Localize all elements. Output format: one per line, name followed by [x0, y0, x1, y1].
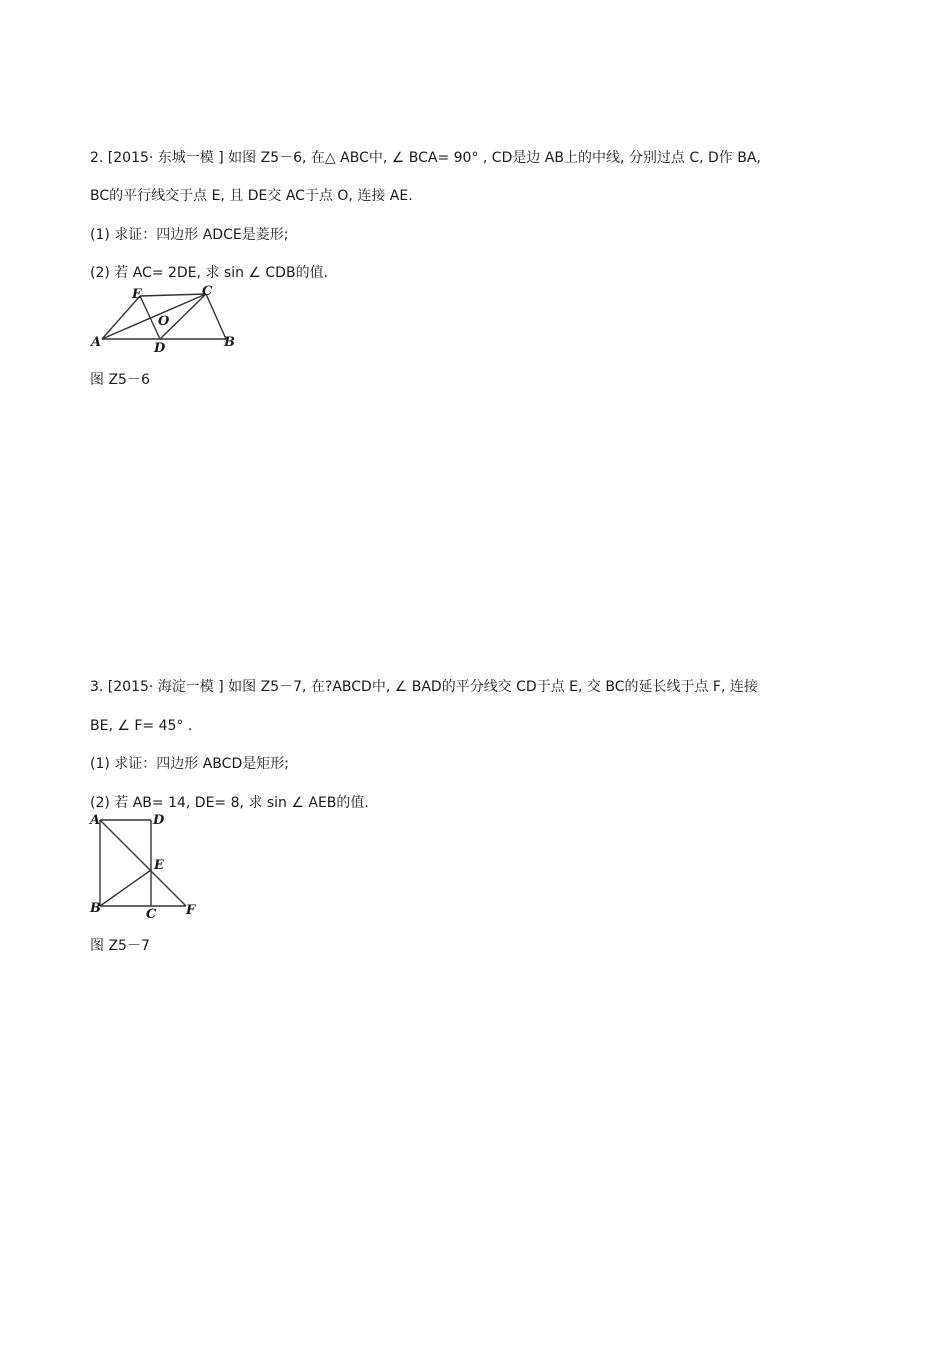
figure-z5-7-label-b: B: [90, 901, 101, 916]
problem3-question2: (2) 若 AB= 14, DE= 8, 求 sin ∠ AEB的值.: [90, 795, 369, 811]
figure-z5-6: [88, 284, 248, 358]
problem3-statement-line2: BE, ∠ F= 45° .: [90, 718, 193, 734]
figure-z5-7-caption: 图 Z5－7: [90, 938, 150, 954]
figure-z5-6-label-c: C: [202, 284, 213, 299]
figure-z5-6-label-o: O: [158, 314, 170, 329]
figure-z5-7-label-f: F: [186, 903, 196, 918]
problem3-question1: (1) 求证：四边形 ABCD是矩形;: [90, 756, 289, 772]
figure-z5-7-label-d: D: [153, 813, 165, 828]
figure-z5-7: [88, 812, 208, 926]
figure-z5-7-label-c: C: [146, 907, 157, 922]
problem2-statement-line1: 2. [2015· 东城一模 ] 如图 Z5－6, 在△ ABC中, ∠ BCA= 90° , CD是边 AB上的中线, 分别过点 C, D作 BA,: [90, 150, 761, 166]
problem2-question2: (2) 若 AC= 2DE, 求 sin ∠ CDB的值.: [90, 265, 329, 281]
problem2-statement-line2: BC的平行线交于点 E, 且 DE交 AC于点 O, 连接 AE.: [90, 188, 413, 204]
problem2-question1: (1) 求证：四边形 ADCE是菱形;: [90, 227, 289, 243]
figure-z5-6-label-e: E: [132, 287, 142, 302]
figure-z5-7-label-a: A: [90, 813, 101, 828]
figure-z5-6-label-a: A: [91, 335, 102, 350]
figure-z5-6-label-d: D: [154, 341, 166, 354]
figure-z5-6-caption: 图 Z5－6: [90, 372, 150, 388]
figure-z5-6-label-b: B: [224, 335, 235, 350]
problem3-statement-line1: 3. [2015· 海淀一模 ] 如图 Z5－7, 在?ABCD中, ∠ BAD的平分线交 CD于点 E, 交 BC的延长线于点 F, 连接: [90, 679, 758, 695]
figure-z5-7-label-e: E: [154, 858, 164, 873]
